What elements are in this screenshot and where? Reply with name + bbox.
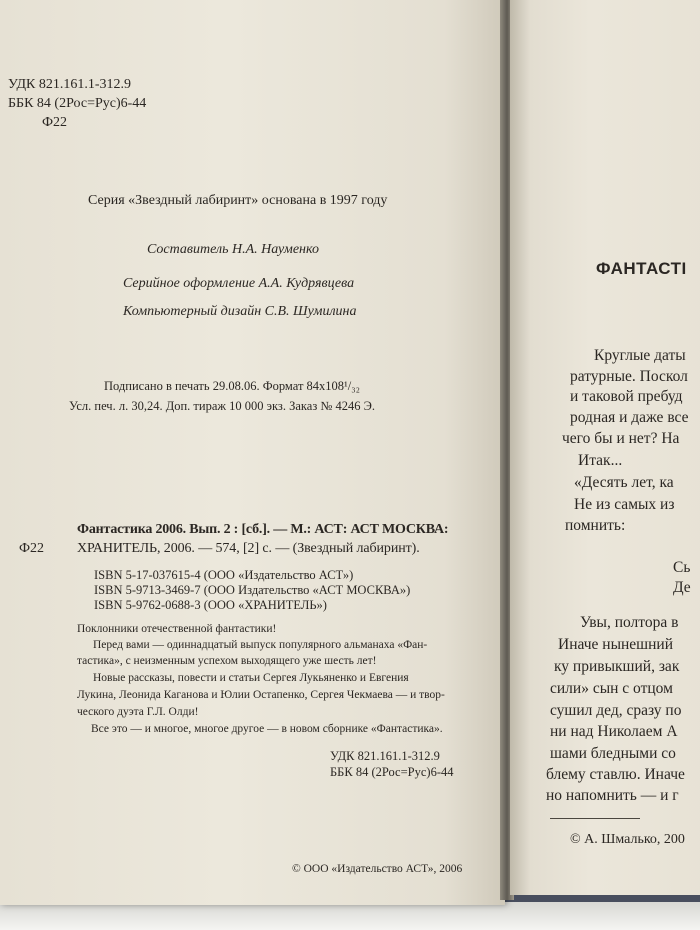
- footer-bbk: ББК 84 (2Рос=Рус)6-44: [330, 765, 454, 779]
- right-text-line: Не из самых из: [574, 496, 675, 513]
- right-text-line: Де: [673, 579, 691, 596]
- footer-udk: УДК 821.161.1-312.9: [330, 749, 440, 763]
- biblio-title: Фантастика 2006. Вып. 2 : [сб.]. — М.: АСТ: АСТ МОСКВА:: [77, 522, 449, 537]
- footnote-rule: [550, 818, 640, 819]
- right-text-line: Увы, полтора в: [580, 614, 679, 631]
- computer-design-credit: Компьютерный дизайн С.В. Шумилина: [123, 304, 357, 319]
- isbn-2: ISBN 5-9713-3469-7 (ООО Издательство «АСТ МОСКВА»): [94, 583, 411, 597]
- isbn-1: ISBN 5-17-037615-4 (ООО «Издательство АСТ»): [94, 568, 354, 582]
- right-text-line: ратурные. Поскол: [570, 368, 688, 385]
- udk-code: УДК 821.161.1-312.9: [8, 77, 132, 92]
- right-text-line: «Десять лет, ка: [574, 474, 674, 491]
- series-line: Серия «Звездный лабиринт» основана в 1997 году: [88, 193, 388, 208]
- biblio-code: Ф22: [19, 541, 45, 556]
- right-text-line: помнить:: [565, 517, 626, 534]
- annotation-line: Лукина, Леонида Каганова и Юлии Остапенко, Сергея Чекмаева — и твор-: [77, 689, 445, 701]
- isbn-3: ISBN 5-9762-0688-3 (ООО «ХРАНИТЕЛЬ»): [94, 598, 327, 612]
- right-text-line: ку привыкший, зак: [554, 658, 680, 675]
- right-text-line: сили» сын с отцом: [550, 680, 673, 697]
- right-text-line: но напомнить — и г: [546, 787, 679, 804]
- right-text-line: Итак...: [578, 452, 623, 469]
- annotation-line: Все это — и многое, многое другое — в новом сборнике «Фантастика».: [91, 723, 443, 735]
- table-surface: [0, 902, 700, 930]
- compiler-credit: Составитель Н.А. Науменко: [147, 242, 320, 257]
- right-page-heading: ФАНТАСТІ: [596, 259, 687, 278]
- author-mark: Ф22: [42, 115, 68, 130]
- right-text-line: шами бледными со: [550, 745, 676, 762]
- right-footnote: © А. Шмалько, 200: [570, 832, 685, 847]
- annotation-line: Новые рассказы, повести и статьи Сергея Лукьяненко и Евгения: [93, 672, 409, 684]
- biblio-line-2: ХРАНИТЕЛЬ, 2006. — 574, [2] с. — (Звездный лабиринт).: [77, 541, 420, 556]
- annotation-line: ческого дуэта Г.Л. Олди!: [77, 706, 199, 718]
- print-info-line-1: Подписано в печать 29.08.06. Формат 84x108¹/₃₂: [104, 379, 360, 393]
- copyright: © ООО «Издательство АСТ», 2006: [292, 863, 463, 875]
- right-text-line: Круглые даты: [594, 347, 686, 364]
- right-text-line: и таковой пребуд: [570, 388, 683, 405]
- right-text-line: Иначе нынешний: [558, 636, 674, 653]
- series-design-credit: Серийное оформление А.А. Кудрявцева: [123, 276, 355, 291]
- right-text-line: чего бы и нет? На: [562, 430, 680, 447]
- annotation-line: Перед вами — одиннадцатый выпуск популярного альманаха «Фан-: [93, 639, 428, 651]
- annotation-line: тастика», с неизменным успехом выходящего уже шесть лет!: [77, 655, 377, 667]
- print-info-line-2: Усл. печ. л. 30,24. Доп. тираж 10 000 экз. Заказ № 4246 Э.: [69, 399, 375, 413]
- right-page: [510, 0, 700, 895]
- right-text-line: сушил дед, сразу по: [550, 702, 682, 719]
- bbk-code: ББК 84 (2Рос=Рус)6-44: [8, 96, 147, 111]
- right-text-line: Сь: [673, 559, 691, 576]
- right-text-line: родная и даже все: [570, 409, 689, 426]
- right-text-line: ни над Николаем А: [550, 723, 678, 740]
- annotation-line: Поклонники отечественной фантастики!: [77, 623, 277, 635]
- right-text-line: блему ставлю. Иначе: [546, 766, 685, 783]
